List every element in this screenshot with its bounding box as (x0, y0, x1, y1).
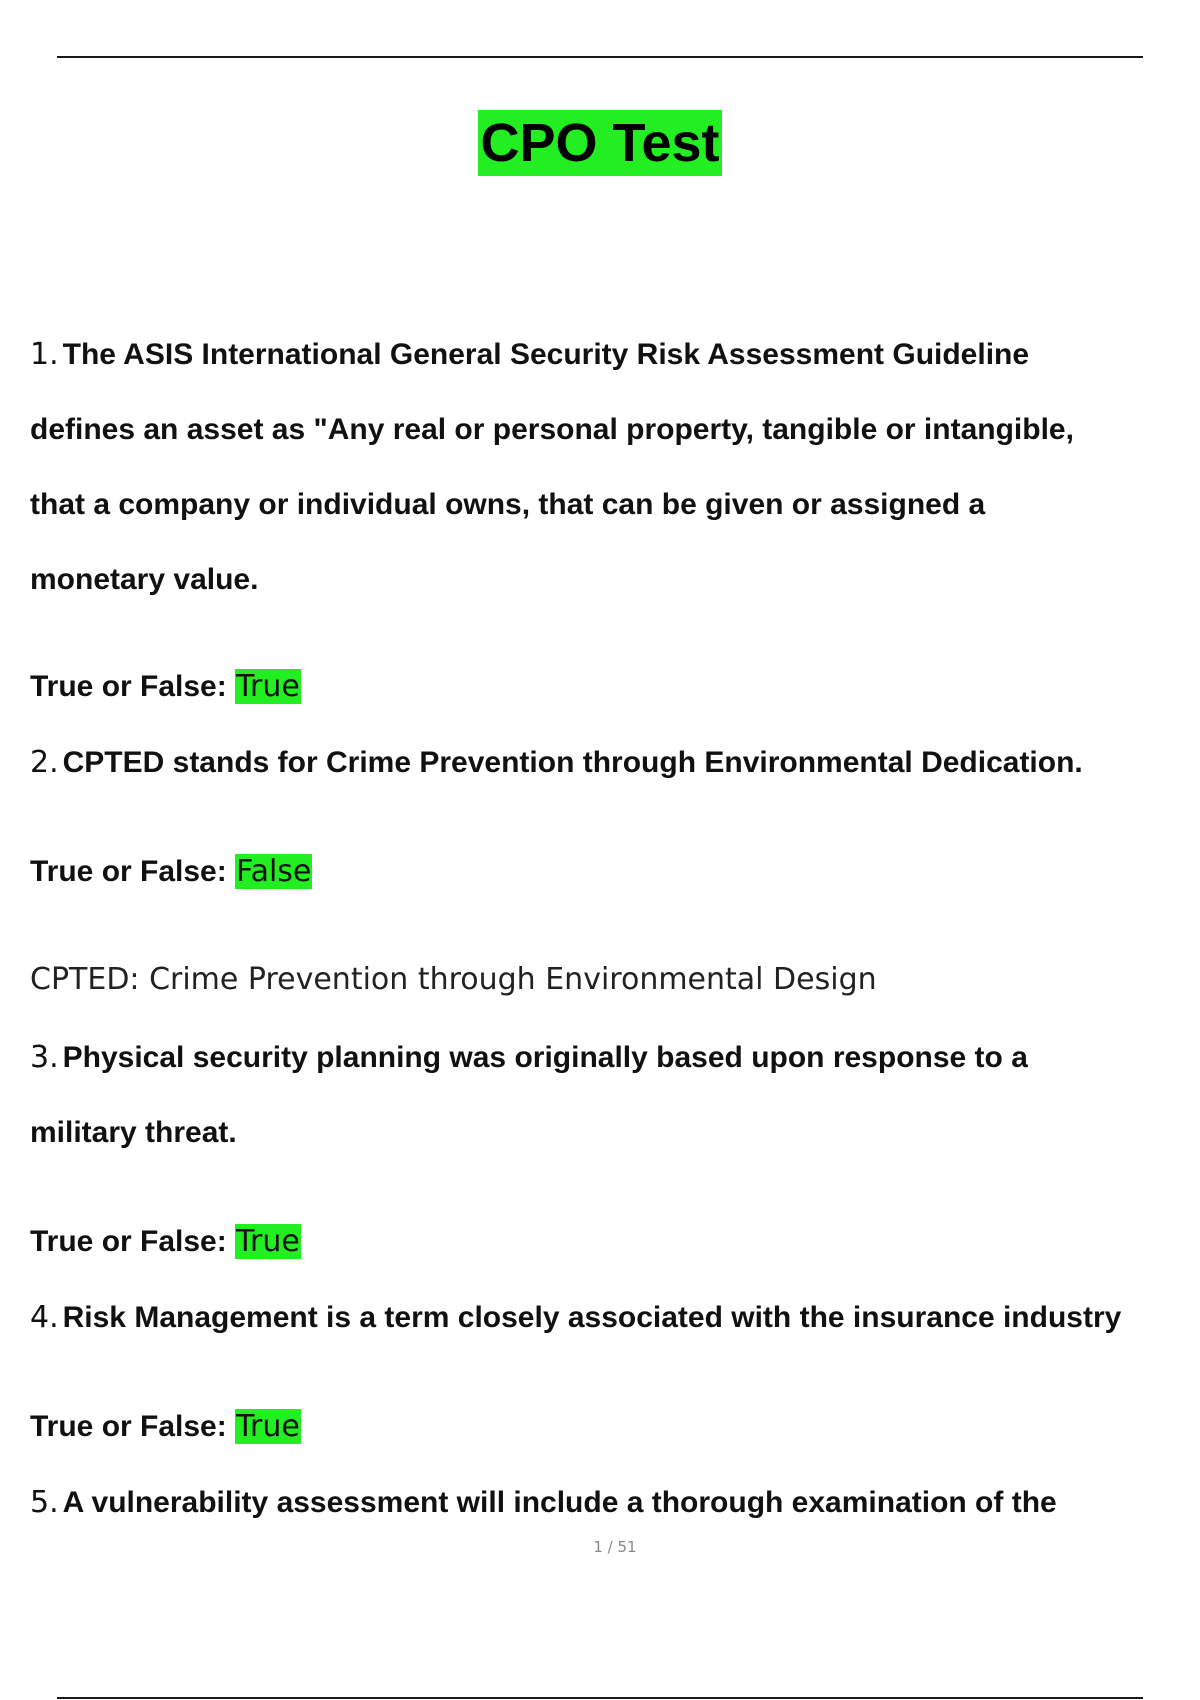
answer-line-4 (30, 1407, 1200, 1447)
question-line: The ASIS International General Security Risk Assessment Guideline (62, 338, 1030, 371)
question-line: Risk Management is a term closely associated with the insurance industry (62, 1301, 1122, 1334)
answer-note: CPTED: Crime Prevention through Environmental Design (30, 962, 877, 997)
question-line: CPTED stands for Crime Prevention through Environmental Dedication. (62, 746, 1083, 779)
page-indicator: 1 / 51 (593, 1538, 637, 1556)
answer-line-2 (30, 852, 1200, 892)
question-text (30, 725, 1200, 800)
question-number: 3. (30, 1040, 59, 1075)
question-number: 5. (30, 1485, 59, 1520)
answer-prefix: True or False: (30, 670, 227, 703)
bottom-rule (57, 1697, 1143, 1699)
question-line: military threat. (30, 1116, 237, 1149)
page-title: CPO Test (478, 110, 721, 176)
question-text (30, 1465, 1200, 1540)
question-number: 1. (30, 337, 59, 372)
answer-prefix: True or False: (30, 855, 227, 888)
answer-highlight: True (236, 1224, 300, 1259)
answer-prefix: True or False: (30, 1225, 227, 1258)
question-line: monetary value. (30, 563, 259, 596)
answer-highlight: True (236, 669, 300, 704)
answer-prefix: True or False: (30, 1410, 227, 1443)
question-4 (30, 1280, 1200, 1355)
question-number: 2. (30, 745, 59, 780)
question-2 (30, 725, 1200, 800)
question-text (30, 317, 1200, 392)
title-container (0, 110, 1200, 176)
question-number: 4. (30, 1300, 59, 1335)
answer-highlight: True (236, 1409, 300, 1444)
question-line: defines an asset as "Any real or personal property, tangible or intangible, (30, 413, 1074, 446)
question-line: A vulnerability assessment will include a thorough examination of the (62, 1486, 1057, 1519)
question-text (30, 1280, 1200, 1355)
question-1 (30, 317, 1200, 617)
question-text (30, 1020, 1200, 1095)
question-5 (30, 1465, 1200, 1540)
top-rule (57, 56, 1143, 58)
answer-line-3 (30, 1222, 1200, 1262)
question-3 (30, 1020, 1200, 1170)
answer-line-1 (30, 667, 1200, 707)
answer-highlight: False (236, 854, 312, 889)
question-line: Physical security planning was originally based upon response to a (62, 1041, 1028, 1074)
question-line: that a company or individual owns, that can be given or assigned a (30, 488, 986, 521)
